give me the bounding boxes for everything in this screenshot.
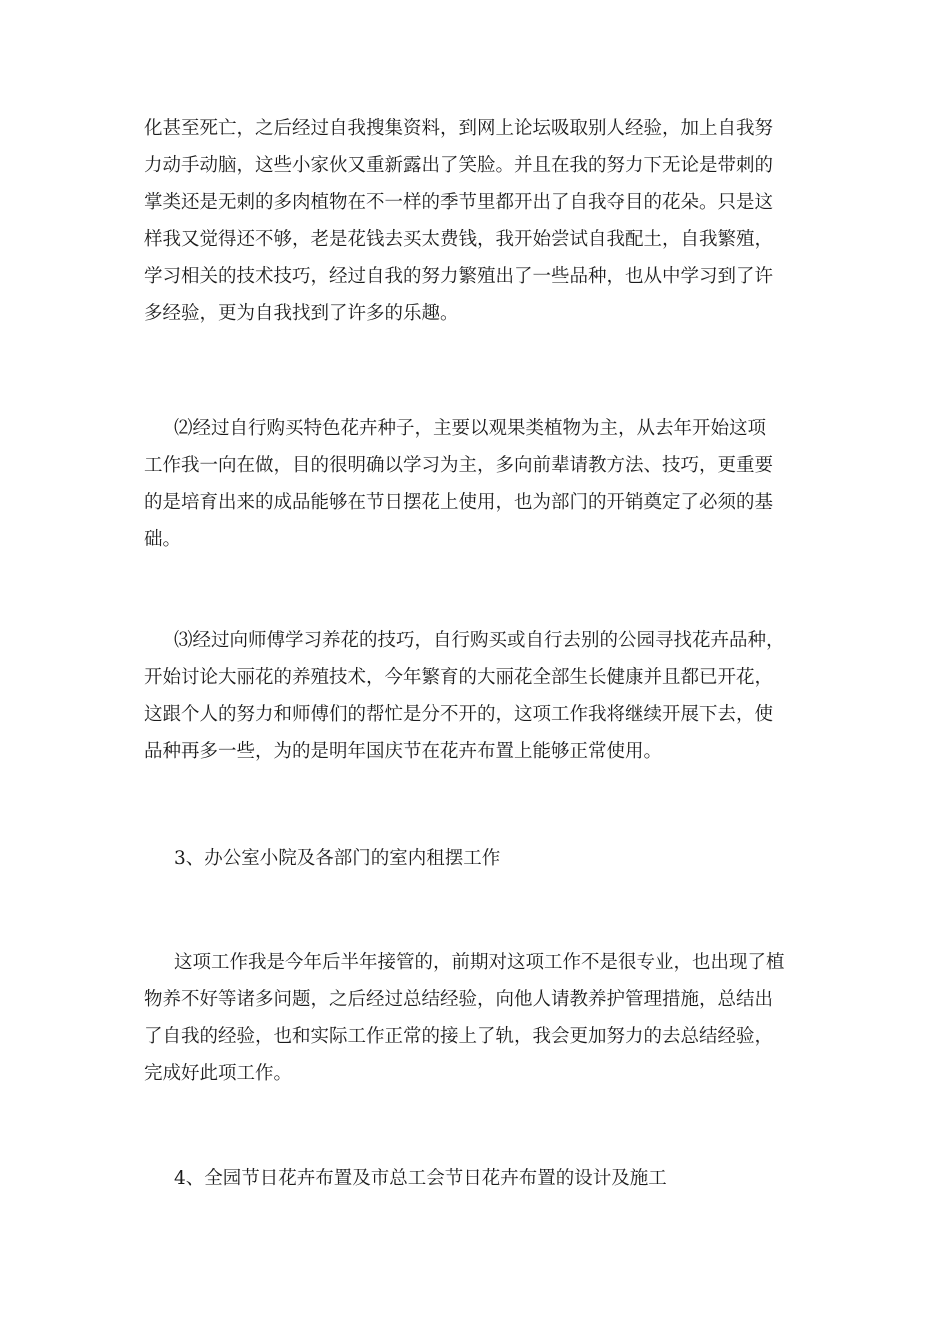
text-line: 物养不好等诸多问题，之后经过总结经验，向他人请教养护管理措施，总结出 [144, 989, 774, 1010]
text-line: 这项工作我是今年后半年接管的，前期对这项工作不是很专业，也出现了植 [174, 952, 785, 973]
heading-text: 4、全园节日花卉布置及市总工会节日花卉布置的设计及施工 [174, 1168, 667, 1189]
text-line: 这跟个人的努力和师傅们的帮忙是分不开的，这项工作我将继续开展下去，使 [144, 704, 774, 725]
paragraph-rental-plants [144, 944, 806, 1092]
text-line: 础。 [144, 529, 182, 550]
text-line: 了自我的经验，也和实际工作正常的接上了轨，我会更加努力的去总结经验， [144, 1026, 774, 1047]
text-line: 完成好此项工作。 [144, 1063, 293, 1084]
paragraph-cactus-care [144, 110, 806, 332]
text-line: 学习相关的技术技巧，经过自我的努力繁殖出了一些品种，也从中学习到了许 [144, 266, 774, 287]
text-line: 品种再多一些，为的是明年国庆节在花卉布置上能够正常使用。 [144, 741, 663, 762]
section-heading-4 [144, 1160, 806, 1197]
heading-text: 3、办公室小院及各部门的室内租摆工作 [174, 848, 501, 869]
paragraph-item-2 [144, 410, 806, 558]
text-line: ⑵经过自行购买特色花卉种子，主要以观果类植物为主，从去年开始这项 [174, 418, 767, 439]
text-line: 掌类还是无刺的多肉植物在不一样的季节里都开出了自我夺目的花朵。只是这 [144, 192, 774, 213]
text-line: 开始讨论大丽花的养殖技术，今年繁育的大丽花全部生长健康并且都已开花， [144, 667, 774, 688]
text-line: 的是培育出来的成品能够在节日摆花上使用，也为部门的开销奠定了必须的基 [144, 492, 774, 513]
text-line: 样我又觉得还不够，老是花钱去买太费钱，我开始尝试自我配土，自我繁殖， [144, 229, 774, 250]
text-line: ⑶经过向师傅学习养花的技巧，自行购买或自行去别的公园寻找花卉品种， [174, 630, 785, 651]
text-line: 化甚至死亡，之后经过自我搜集资料，到网上论坛吸取别人经验，加上自我努 [144, 118, 774, 139]
paragraph-item-3 [144, 622, 806, 770]
text-line: 力动手动脑，这些小家伙又重新露出了笑脸。并且在我的努力下无论是带刺的 [144, 155, 774, 176]
section-heading-3 [144, 840, 806, 877]
text-line: 工作我一向在做，目的很明确以学习为主，多向前辈请教方法、技巧，更重要 [144, 455, 774, 476]
text-line: 多经验，更为自我找到了许多的乐趣。 [144, 303, 459, 324]
